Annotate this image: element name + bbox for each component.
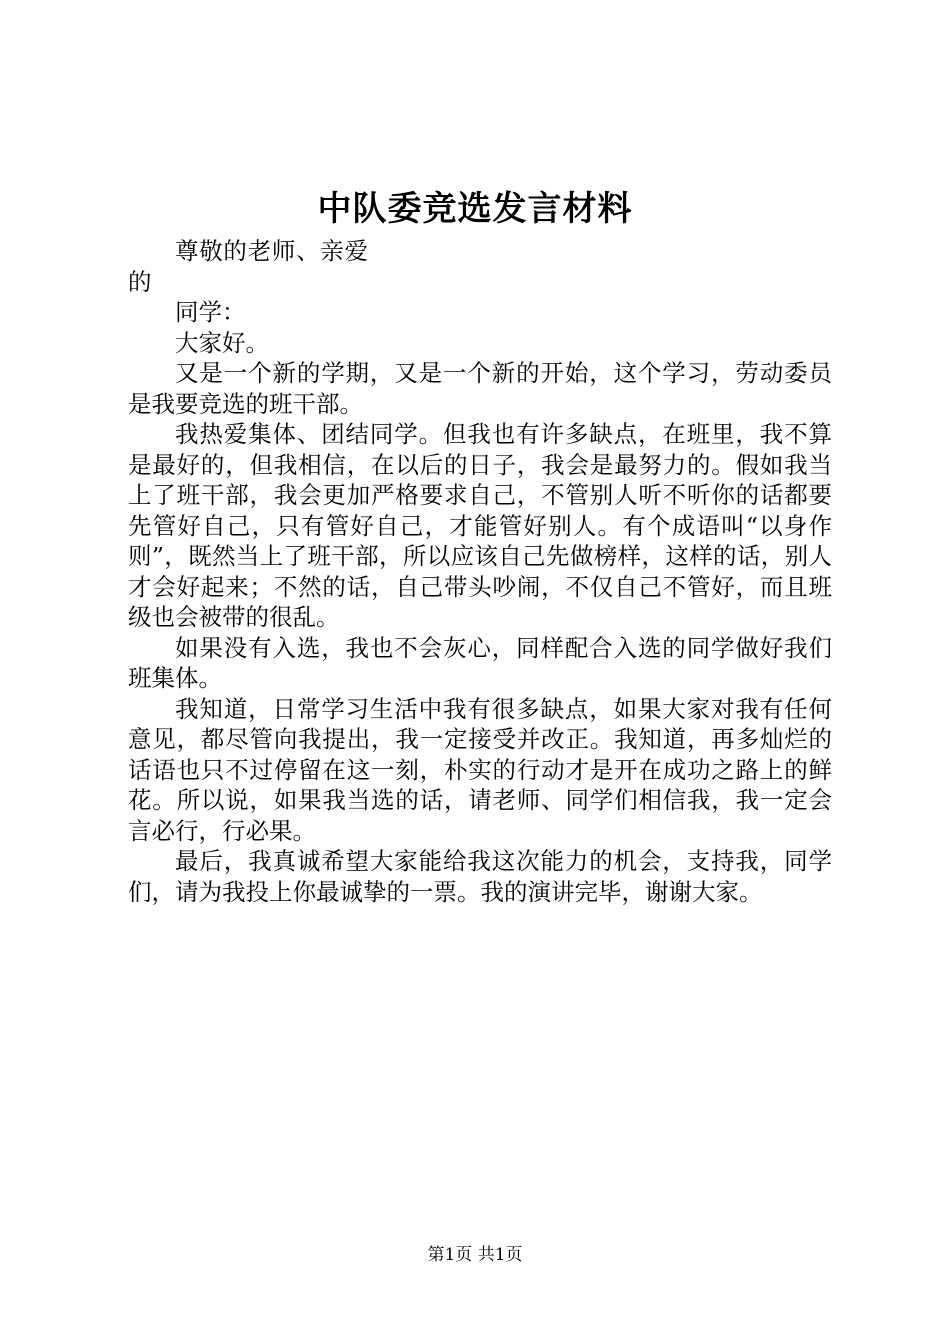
- paragraph: 又是一个新的学期，又是一个新的开始，这个学习，劳动委员是我要竞选的班干部。: [128, 359, 832, 418]
- page-number-footer: 第1页 共1页: [427, 1245, 523, 1265]
- paragraph-greeting: 大家好。: [175, 328, 269, 357]
- paragraph: 我知道，日常学习生活中我有很多缺点，如果大家对我有任何意见，都尽管向我提出，我一定接受并改正。我知道，再多灿烂的话语也只不过停留在这一刻，朴实的行动才是开在成功之路上的鲜花。所以说，如果我当选的话，请老师、同学们相信我，我一定会言必行，行必果。: [128, 694, 832, 845]
- document-body: [128, 236, 832, 907]
- paragraph: 如果没有入选，我也不会灰心，同样配合入选的同学做好我们班集体。: [128, 633, 832, 692]
- document-title: 中队委竞选发言材料: [317, 189, 633, 229]
- paragraph-salutation-cont: 同学：: [175, 298, 246, 326]
- paragraph-closing: 最后，我真诚希望大家能给我这次能力的机会，支持我，同学们，请为我投上你最诚挚的一票。我的演讲完毕，谢谢大家。: [128, 847, 832, 906]
- paragraph: 我热爱集体、团结同学。但我也有许多缺点，在班里，我不算是最好的，但我相信，在以后的日子，我会是最努力的。假如我当上了班干部，我会更加严格要求自己，不管别人听不听你的话都要先管好自己，只有管好自己，才能管好别人。有个成语叫“以身作则”，既然当上了班干部，所以应该自己先做榜样，这样的话，别人才会好起来；不然的话，自己带头吵闹，不仅自己不管好，而且班级也会被带的很乱。: [128, 420, 832, 631]
- paragraph-salutation: 尊敬的老师、亲爱的: [128, 237, 368, 296]
